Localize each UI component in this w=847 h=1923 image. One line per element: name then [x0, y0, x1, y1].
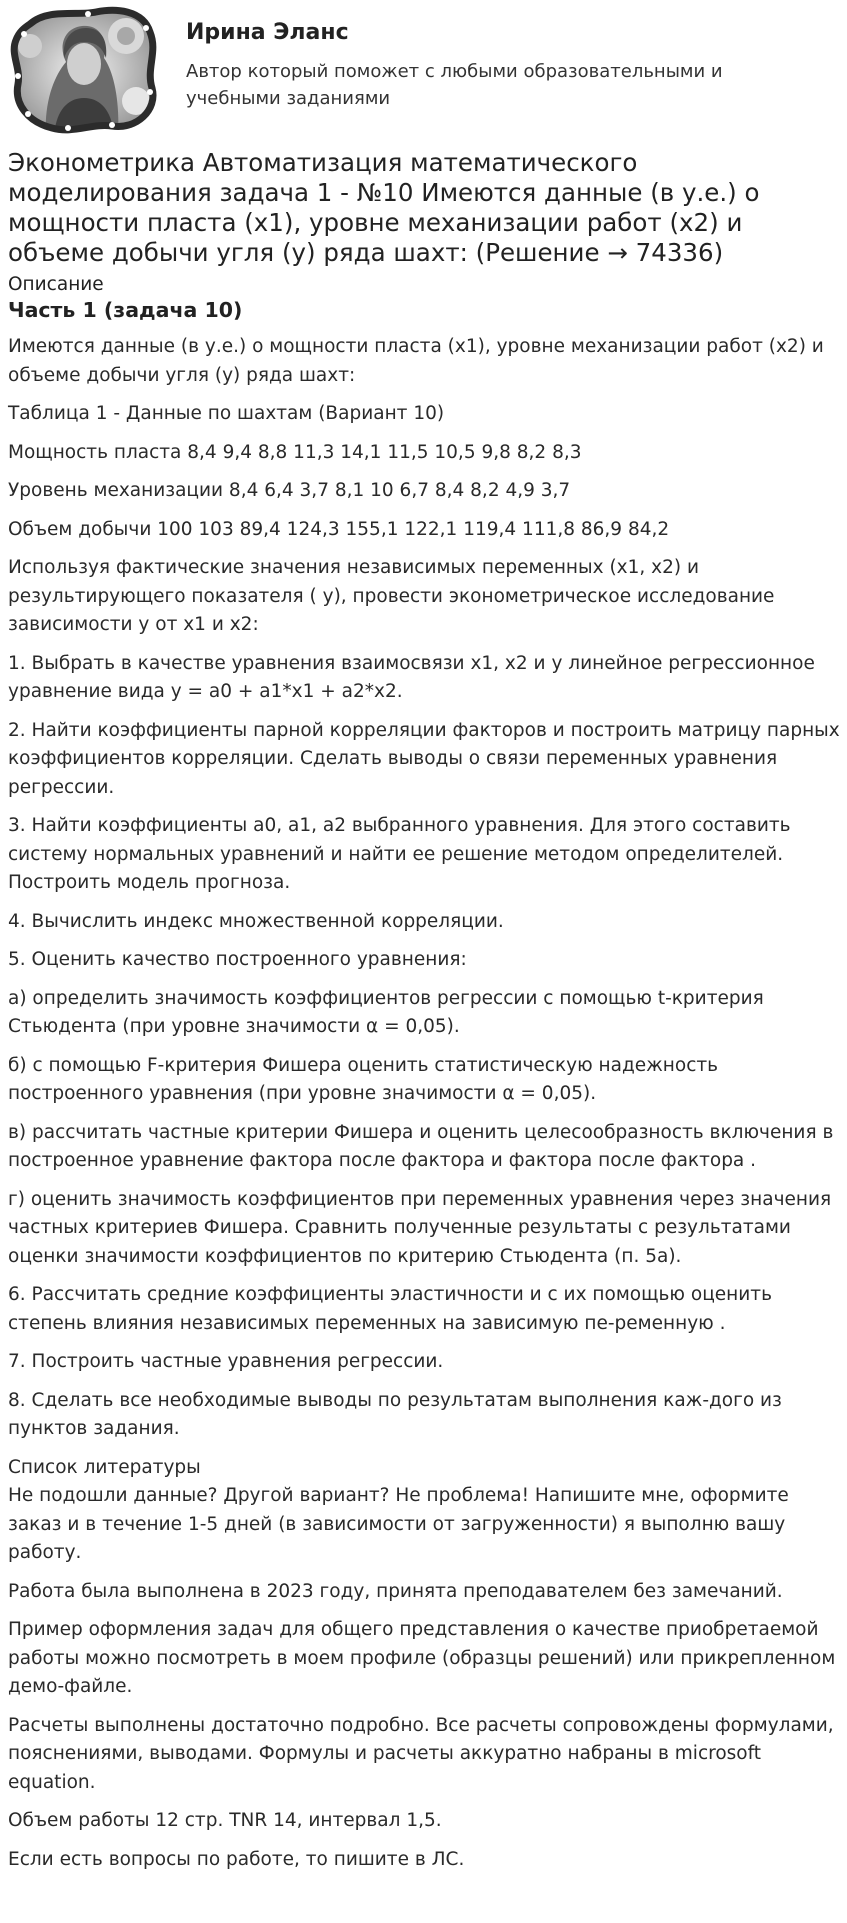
paragraph: б) с помощью F-критерия Фишера оценить статистическую надежность построенного уравнения (при уровне значимости α = 0,05).: [8, 1054, 719, 1104]
document-content: [8, 148, 840, 1884]
paragraph: 8. Сделать все необходимые выводы по результатам выполнения каж-дого из пунктов задания.: [8, 1389, 782, 1439]
author-card: [8, 6, 838, 136]
paragraph: Таблица 1 - Данные по шахтам (Вариант 10): [8, 403, 445, 424]
paragraph: Уровень механизации 8,4 6,4 3,7 8,1 10 6,7 8,4 8,2 4,9 3,7: [8, 480, 571, 501]
paragraph: Объем добычи 100 103 89,4 124,3 155,1 122,1 119,4 111,8 86,9 84,2: [8, 518, 670, 540]
paragraph: а) определить значимость коэффициентов регрессии с помощью t-критерия Стьюдента (при уровне значимости α = 0,05).: [8, 987, 764, 1037]
paragraph: 2. Найти коэффициенты парной корреляции факторов и построить матрицу парных коэффициентов корреляции. Сделать выводы о связи переменных уравнения регрессии.: [8, 719, 840, 798]
author-avatar[interactable]: [8, 6, 158, 136]
footer-paragraph: Пример оформления задач для общего представления о качестве приобретаемой работы можно посмотреть в моем профиле (образцы решений) или прикрепленном демо-файле.: [8, 1619, 836, 1697]
author-description: Автор который поможет с любыми образовательными и учебными заданиями: [186, 61, 723, 109]
author-name[interactable]: Ирина Эланс: [186, 20, 349, 45]
paragraph: 3. Найти коэффициенты a0, a1, a2 выбранного уравнения. Для этого составить систему нормальных уравнений и найти ее решение методом определителей. Построить модель прогноза.: [8, 815, 791, 893]
footer-paragraph: Расчеты выполнены достаточно подробно. Все расчеты сопровождены формулами, пояснениями, выводами. Формулы и расчеты аккуратно набраны в microsoft equation.: [8, 1714, 834, 1793]
paragraph: 5. Оценить качество построенного уравнения:: [8, 949, 467, 970]
paragraph: Используя фактические значения независимых переменных (x1, x2) и результирующего показателя ( y), провести эконометрическое исследование зависимости y от x1 и x2:: [8, 557, 775, 635]
paragraph: в) рассчитать частные критерии Фишера и оценить целесообразность включения в построенное уравнение фактора после фактора и фактора после фактора .: [8, 1121, 834, 1171]
paragraph: Имеются данные (в у.е.) о мощности пласта (x1), уровне механизации работ (x2) и объеме добычи угля (y) ряда шахт:: [8, 336, 824, 386]
footer-paragraph: Если есть вопросы по работе, то пишите в ЛС.: [8, 1848, 465, 1870]
description-label: Описание: [8, 274, 104, 295]
paragraph: 4. Вычислить индекс множественной корреляции.: [8, 910, 504, 932]
literature-label: Список литературы: [8, 1456, 201, 1478]
paragraph: г) оценить значимость коэффициентов при переменных уравнения через значения частных критериев Фишера. Сравнить полученные результаты с результатами оценки значимости коэффициентов по критерию Стьюдента (п. 5а).: [8, 1188, 832, 1267]
paragraph: 1. Выбрать в качестве уравнения взаимосвязи x1, x2 и y линейное регрессионное уравнение вида y = a0 + a1*x1 + a2*x2.: [8, 652, 815, 702]
avatar-photo-icon: [8, 6, 158, 136]
footer-paragraph: Объем работы 12 стр. TNR 14, интервал 1,5.: [8, 1810, 442, 1831]
paragraph: 7. Построить частные уравнения регрессии.: [8, 1351, 444, 1372]
paragraph: 6. Рассчитать средние коэффициенты эластичности и с их помощью оценить степень влияния независимых переменных на зависимую пе-ременную .: [8, 1284, 772, 1334]
document-title: Эконометрика Автоматизация математического моделирования задача 1 - №10 Имеются данные (в у.е.) о мощности пласта (x1), уровне механизации работ (x2) и объеме добычи угля (y) ряда шахт: (Решение → 74336): [8, 148, 760, 267]
footer-paragraph: Работа была выполнена в 2023 году, принята преподавателем без замечаний.: [8, 1580, 783, 1602]
part-title: Часть 1 (задача 10): [8, 298, 243, 322]
paragraph: Мощность пласта 8,4 9,4 8,8 11,3 14,1 11,5 10,5 9,8 8,2 8,3: [8, 441, 582, 463]
footer-paragraph: Не подошли данные? Другой вариант? Не проблема! Напишите мне, оформите заказ и в течение 1-5 дней (в зависимости от загруженности) я выполню вашу работу.: [8, 1485, 789, 1563]
